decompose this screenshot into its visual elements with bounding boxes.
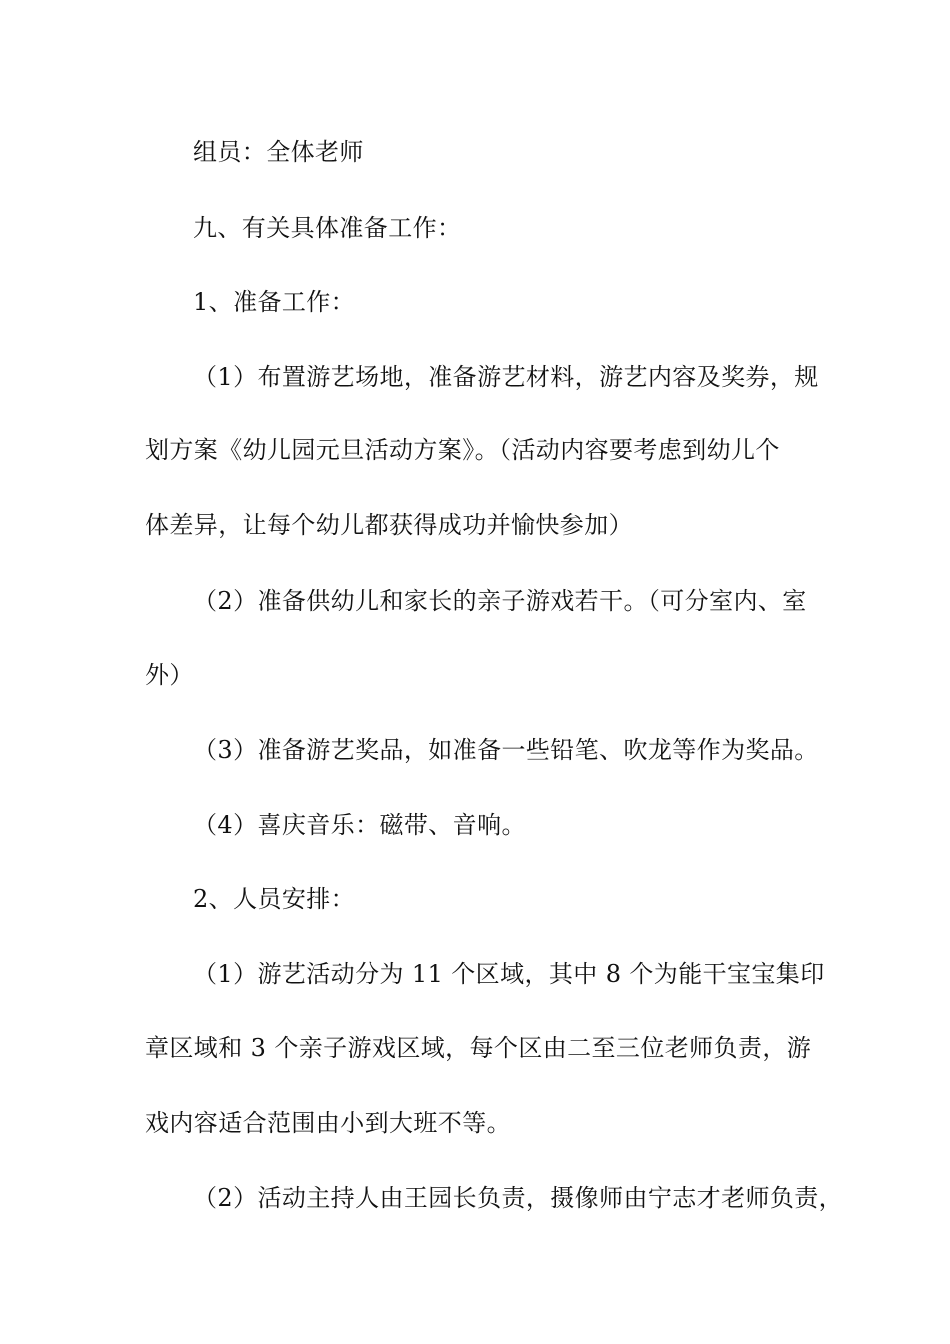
subheading-preparation-work: 1、准备工作：	[193, 288, 356, 316]
paragraph-1-line-2: 划方案《幼儿园元旦活动方案》。（活动内容要考虑到幼儿个	[145, 436, 780, 464]
paragraph-3-line-1: （3）准备游艺奖品，如准备一些铅笔、吹龙等作为奖品。	[193, 736, 819, 764]
paragraph-4-line-1: （4）喜庆音乐：磁带、音响。	[193, 811, 526, 839]
section-heading-preparation: 九、有关具体准备工作：	[193, 214, 462, 242]
paragraph-2-line-1: （2）准备供幼儿和家长的亲子游戏若干。（可分室内、室	[193, 587, 807, 615]
paragraph-2-line-2: 外）	[145, 661, 194, 689]
paragraph-5-line-1: （1）游艺活动分为 11 个区域，其中 8 个为能干宝宝集印	[193, 960, 825, 988]
paragraph-1-line-3: 体差异，让每个幼儿都获得成功并愉快参加）	[145, 511, 633, 539]
subheading-staff-arrangement: 2、人员安排：	[193, 885, 356, 913]
members-line: 组员：全体老师	[193, 138, 364, 166]
paragraph-5-line-3: 戏内容适合范围由小到大班不等。	[145, 1109, 511, 1137]
paragraph-1-line-1: （1）布置游艺场地，准备游艺材料，游艺内容及奖券，规	[193, 363, 819, 391]
paragraph-5-line-2: 章区域和 3 个亲子游戏区域，每个区由二至三位老师负责，游	[145, 1034, 812, 1062]
paragraph-6-line-1: （2）活动主持人由王园长负责，摄像师由宁志才老师负责，	[193, 1184, 844, 1212]
